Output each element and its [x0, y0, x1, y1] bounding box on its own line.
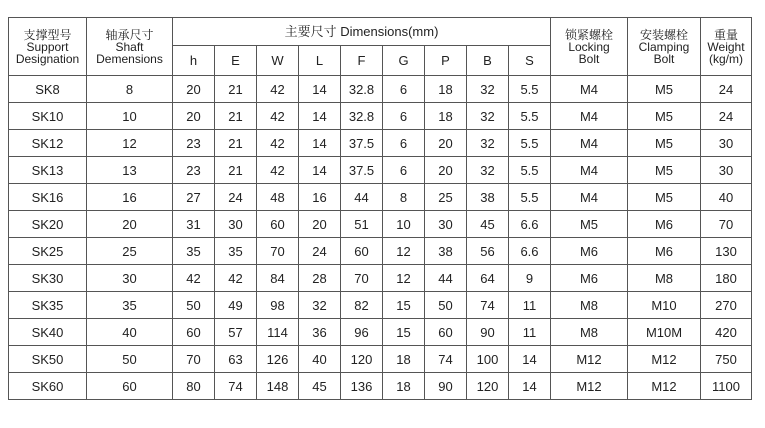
table-cell: 18	[425, 76, 467, 103]
table-cell: 70	[257, 238, 299, 265]
table-cell: 44	[341, 184, 383, 211]
table-cell: SK20	[9, 211, 87, 238]
table-row	[9, 346, 752, 373]
table-cell: 28	[299, 265, 341, 292]
dimensions-header: 主要尺寸 Dimensions(mm)	[173, 18, 551, 46]
table-cell: 21	[215, 76, 257, 103]
table-cell: 74	[215, 373, 257, 400]
table-cell: 11	[509, 319, 551, 346]
table-cell: 14	[299, 130, 341, 157]
table-cell: 11	[509, 292, 551, 319]
table-cell: 42	[257, 103, 299, 130]
table-cell: 130	[701, 238, 752, 265]
dim-col-b: B	[467, 46, 509, 76]
table-cell: 6.6	[509, 211, 551, 238]
shaft-cn: 轴承尺寸	[105, 27, 154, 42]
table-cell: 8	[383, 184, 425, 211]
table-cell: M5	[551, 211, 628, 238]
table-cell: 16	[87, 184, 173, 211]
table-cell: M10	[628, 292, 701, 319]
table-cell: 24	[299, 238, 341, 265]
dim-col-p: P	[425, 46, 467, 76]
table-cell: 20	[87, 211, 173, 238]
table-cell: 40	[701, 184, 752, 211]
table-cell: 90	[467, 319, 509, 346]
table-cell: SK8	[9, 76, 87, 103]
table-cell: M8	[628, 265, 701, 292]
table-cell: 70	[173, 346, 215, 373]
table-row	[9, 103, 752, 130]
table-cell: 40	[87, 319, 173, 346]
table-cell: M6	[551, 265, 628, 292]
table-cell: 30	[701, 130, 752, 157]
table-cell: M4	[551, 184, 628, 211]
table-cell: 120	[467, 373, 509, 400]
table-cell: SK40	[9, 319, 87, 346]
table-cell: 25	[87, 238, 173, 265]
table-cell: 32	[467, 103, 509, 130]
table-cell: 24	[701, 103, 752, 130]
table-cell: 5.5	[509, 76, 551, 103]
table-row	[9, 292, 752, 319]
table-cell: SK60	[9, 373, 87, 400]
table-cell: 80	[173, 373, 215, 400]
table-cell: 136	[341, 373, 383, 400]
table-cell: 420	[701, 319, 752, 346]
table-cell: 63	[215, 346, 257, 373]
table-cell: M5	[628, 103, 701, 130]
table-cell: 32	[299, 292, 341, 319]
clamping-bolt-header	[628, 18, 701, 76]
table-cell: 270	[701, 292, 752, 319]
table-cell: M6	[551, 238, 628, 265]
table-cell: 40	[299, 346, 341, 373]
table-cell: SK50	[9, 346, 87, 373]
dim-col-h: h	[173, 46, 215, 76]
table-cell: 60	[341, 238, 383, 265]
table-cell: 74	[467, 292, 509, 319]
table-cell: 5.5	[509, 184, 551, 211]
table-row	[9, 184, 752, 211]
table-row	[9, 130, 752, 157]
table-cell: 50	[425, 292, 467, 319]
table-cell: M4	[551, 103, 628, 130]
table-cell: 48	[257, 184, 299, 211]
table-cell: 42	[257, 130, 299, 157]
table-cell: SK12	[9, 130, 87, 157]
dim-col-s: S	[509, 46, 551, 76]
table-row	[9, 373, 752, 400]
table-cell: 126	[257, 346, 299, 373]
table-cell: 10	[383, 211, 425, 238]
table-cell: 20	[425, 130, 467, 157]
table-cell: 45	[467, 211, 509, 238]
table-cell: 64	[467, 265, 509, 292]
table-cell: 14	[299, 103, 341, 130]
dim-col-f: F	[341, 46, 383, 76]
locking-bolt-header	[551, 18, 628, 76]
table-cell: 6.6	[509, 238, 551, 265]
table-cell: 23	[173, 157, 215, 184]
table-cell: 18	[383, 346, 425, 373]
table-cell: 14	[299, 76, 341, 103]
table-cell: M12	[551, 346, 628, 373]
spec-table-body	[9, 76, 752, 400]
table-cell: 5.5	[509, 103, 551, 130]
table-cell: M6	[628, 238, 701, 265]
table-cell: M5	[628, 157, 701, 184]
table-cell: 15	[383, 292, 425, 319]
table-cell: 45	[299, 373, 341, 400]
table-cell: 100	[467, 346, 509, 373]
table-cell: 35	[173, 238, 215, 265]
weight-en1: Weight	[707, 39, 745, 54]
header-row-top	[9, 18, 752, 46]
table-cell: SK13	[9, 157, 87, 184]
table-cell: 56	[467, 238, 509, 265]
table-cell: 32	[467, 76, 509, 103]
weight-cn: 重量	[713, 27, 738, 42]
table-cell: 5.5	[509, 130, 551, 157]
table-cell: 24	[701, 76, 752, 103]
table-cell: 12	[87, 130, 173, 157]
table-cell: 32	[467, 130, 509, 157]
table-cell: 21	[215, 157, 257, 184]
table-cell: 120	[341, 346, 383, 373]
table-cell: 25	[425, 184, 467, 211]
table-cell: 57	[215, 319, 257, 346]
table-cell: 36	[299, 319, 341, 346]
table-cell: 31	[173, 211, 215, 238]
table-cell: 18	[383, 373, 425, 400]
table-cell: 6	[383, 130, 425, 157]
clamping-en1: Clamping	[638, 39, 690, 54]
table-cell: 50	[87, 346, 173, 373]
clamping-en2: Bolt	[653, 51, 675, 66]
locking-en1: Locking	[568, 39, 610, 54]
shaft-en2: Demensions	[96, 51, 163, 66]
table-cell: M10M	[628, 319, 701, 346]
table-cell: 5.5	[509, 157, 551, 184]
dim-col-w: W	[257, 46, 299, 76]
locking-cn: 锁紧螺栓	[564, 27, 613, 42]
table-cell: 42	[173, 265, 215, 292]
table-cell: 30	[87, 265, 173, 292]
table-cell: 49	[215, 292, 257, 319]
table-cell: 9	[509, 265, 551, 292]
weight-header	[701, 18, 752, 76]
table-cell: 180	[701, 265, 752, 292]
table-cell: 23	[173, 130, 215, 157]
table-cell: 38	[467, 184, 509, 211]
table-cell: 42	[257, 157, 299, 184]
table-cell: SK16	[9, 184, 87, 211]
table-cell: 60	[87, 373, 173, 400]
table-cell: 6	[383, 103, 425, 130]
table-cell: M6	[628, 211, 701, 238]
table-cell: 10	[87, 103, 173, 130]
table-cell: 27	[173, 184, 215, 211]
table-cell: 44	[425, 265, 467, 292]
table-row	[9, 157, 752, 184]
table-cell: 82	[341, 292, 383, 319]
table-cell: 21	[215, 130, 257, 157]
table-cell: 96	[341, 319, 383, 346]
table-cell: M8	[551, 292, 628, 319]
table-cell: 30	[701, 157, 752, 184]
table-row	[9, 211, 752, 238]
table-cell: 42	[215, 265, 257, 292]
table-cell: M4	[551, 157, 628, 184]
table-cell: M4	[551, 130, 628, 157]
table-cell: 32.8	[341, 76, 383, 103]
table-cell: 15	[383, 319, 425, 346]
table-cell: 30	[425, 211, 467, 238]
table-cell: 35	[215, 238, 257, 265]
table-cell: 8	[87, 76, 173, 103]
table-cell: 70	[341, 265, 383, 292]
table-cell: 60	[425, 319, 467, 346]
spec-table-container	[8, 17, 752, 400]
table-cell: 16	[299, 184, 341, 211]
table-cell: 6	[383, 76, 425, 103]
table-cell: 14	[509, 373, 551, 400]
table-cell: 37.5	[341, 157, 383, 184]
table-cell: 20	[173, 103, 215, 130]
table-cell: 1100	[701, 373, 752, 400]
table-row	[9, 319, 752, 346]
table-cell: M5	[628, 130, 701, 157]
table-cell: 50	[173, 292, 215, 319]
table-cell: M12	[628, 346, 701, 373]
shaft-en1: Shaft	[115, 39, 144, 54]
table-cell: 12	[383, 265, 425, 292]
table-cell: SK10	[9, 103, 87, 130]
table-cell: 84	[257, 265, 299, 292]
table-cell: M5	[628, 76, 701, 103]
table-cell: M12	[628, 373, 701, 400]
weight-en2: (kg/m)	[709, 51, 743, 66]
table-cell: 51	[341, 211, 383, 238]
table-cell: 20	[425, 157, 467, 184]
table-cell: 14	[509, 346, 551, 373]
table-row	[9, 238, 752, 265]
support-spec-table	[8, 17, 752, 400]
table-cell: 114	[257, 319, 299, 346]
locking-en2: Bolt	[578, 51, 600, 66]
dim-col-e: E	[215, 46, 257, 76]
table-row	[9, 265, 752, 292]
dim-col-g: G	[383, 46, 425, 76]
table-cell: SK30	[9, 265, 87, 292]
table-cell: 35	[87, 292, 173, 319]
table-cell: 21	[215, 103, 257, 130]
table-cell: 24	[215, 184, 257, 211]
table-cell: 12	[383, 238, 425, 265]
table-cell: M8	[551, 319, 628, 346]
designation-header	[9, 18, 87, 76]
table-cell: 42	[257, 76, 299, 103]
table-cell: 6	[383, 157, 425, 184]
table-cell: 32	[467, 157, 509, 184]
table-cell: 20	[299, 211, 341, 238]
table-cell: 148	[257, 373, 299, 400]
table-cell: 30	[215, 211, 257, 238]
table-cell: 74	[425, 346, 467, 373]
table-row	[9, 76, 752, 103]
table-cell: SK25	[9, 238, 87, 265]
table-cell: 14	[299, 157, 341, 184]
table-cell: M5	[628, 184, 701, 211]
table-cell: 18	[425, 103, 467, 130]
table-cell: 32.8	[341, 103, 383, 130]
table-cell: SK35	[9, 292, 87, 319]
table-cell: 37.5	[341, 130, 383, 157]
table-cell: 750	[701, 346, 752, 373]
table-cell: 13	[87, 157, 173, 184]
clamping-cn: 安装螺栓	[639, 27, 688, 42]
table-cell: 20	[173, 76, 215, 103]
designation-cn: 支撑型号	[23, 27, 72, 42]
table-cell: 70	[701, 211, 752, 238]
table-cell: 90	[425, 373, 467, 400]
table-cell: M12	[551, 373, 628, 400]
designation-en1: Support	[26, 39, 69, 54]
designation-en2: Designation	[15, 51, 80, 66]
table-cell: 60	[173, 319, 215, 346]
shaft-header	[87, 18, 173, 76]
table-cell: 60	[257, 211, 299, 238]
table-cell: 98	[257, 292, 299, 319]
table-cell: 38	[425, 238, 467, 265]
dim-col-l: L	[299, 46, 341, 76]
table-cell: M4	[551, 76, 628, 103]
